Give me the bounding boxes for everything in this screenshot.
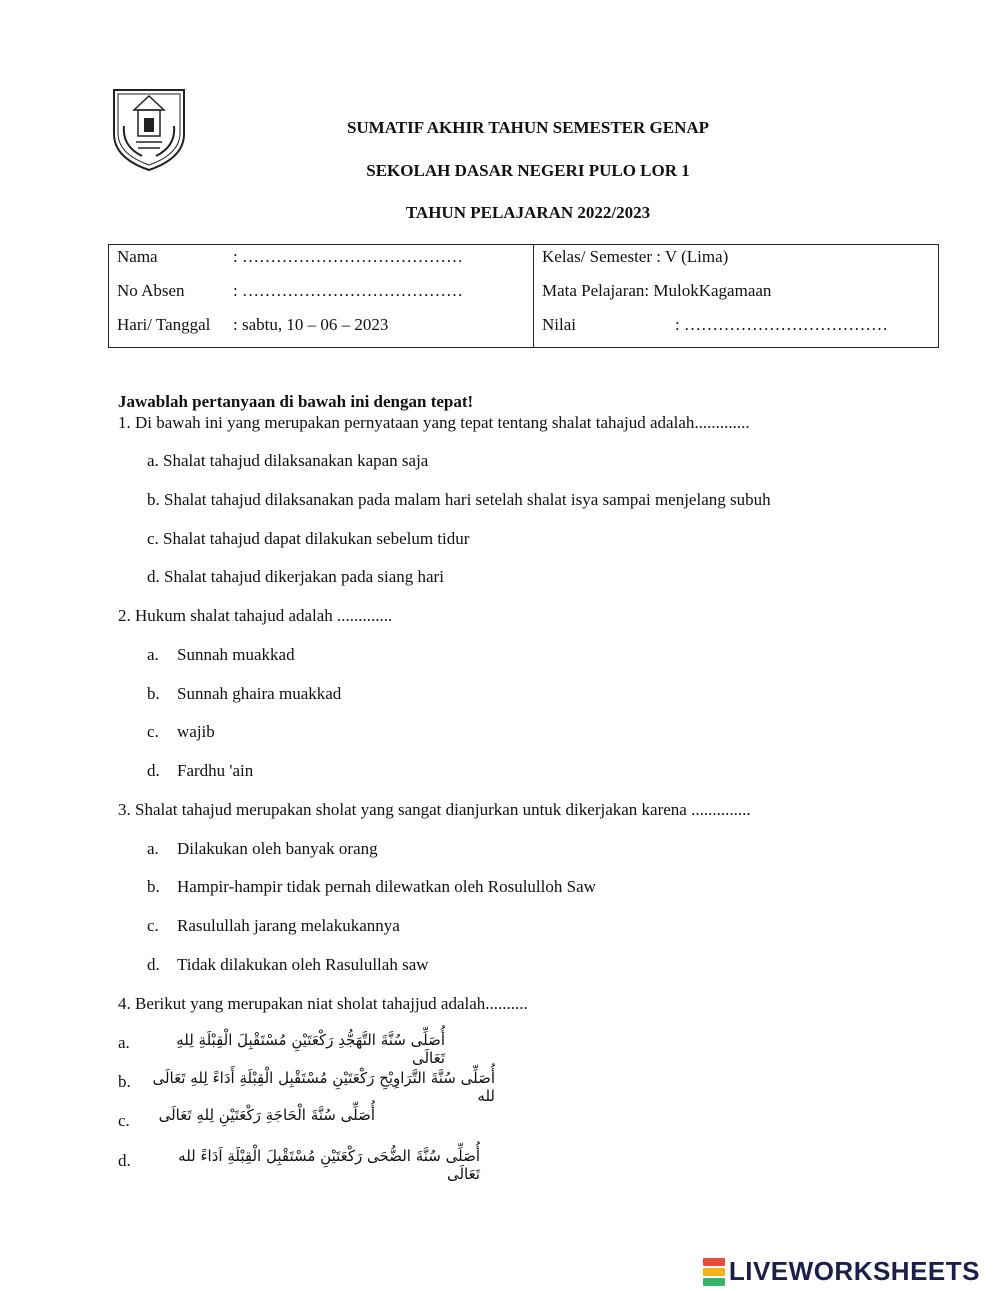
option-letter: a. (147, 839, 159, 858)
option-letter: b. (147, 877, 160, 896)
absen-label: No Absen (117, 281, 185, 300)
q2-option-b[interactable] (147, 684, 341, 704)
q2-option-d[interactable] (147, 761, 253, 781)
option-text: Sunnah ghaira muakkad (177, 684, 342, 703)
nama-label: Nama (117, 247, 158, 266)
option-text: wajib (177, 722, 215, 741)
q4-option-c[interactable]: أُصَلِّى سُنَّةَ الْحَاجَةِ رَكْعَتَيْنِ لِلهِ تَعَالَى (158, 1106, 375, 1124)
liveworksheets-brand (703, 1256, 980, 1287)
kelas-semester: Kelas/ Semester : V (Lima) (542, 247, 729, 266)
option-text: Sunnah muakkad (177, 645, 295, 664)
q3-option-a[interactable] (147, 839, 378, 859)
q3-option-d[interactable] (147, 955, 429, 975)
liveworksheets-logo-icon (703, 1257, 725, 1287)
question-1: 1. Di bawah ini yang merupakan pernyataan yang tepat tentang shalat tahajud adalah............. (118, 413, 750, 432)
q1-option-a[interactable]: a. Shalat tahajud dilaksanakan kapan saja (147, 451, 429, 470)
student-info-table (108, 244, 939, 348)
option-text: Dilakukan oleh banyak orang (177, 839, 378, 858)
absen-field[interactable]: : ………………………………… (233, 281, 463, 300)
student-info-right (534, 245, 939, 348)
option-letter: c. (147, 916, 159, 935)
q4-option-d[interactable]: أُصَلِّى سُنَّةَ الضُّحَى رَكْعَتَيْنِ مُسْتَقْبِلَ الْقِبْلَةِ اَدَاءً لله تَعَالَى (178, 1147, 480, 1183)
q4-option-b-letter[interactable]: b. (118, 1072, 131, 1091)
school-name: SEKOLAH DASAR NEGERI PULO LOR 1 (366, 161, 690, 180)
academic-year: TAHUN PELAJARAN 2022/2023 (405, 203, 651, 222)
question-2: 2. Hukum shalat tahajud adalah ............. (118, 606, 393, 625)
question-3: 3. Shalat tahajud merupakan sholat yang sangat dianjurkan untuk dikerjakan karena .............. (118, 800, 751, 819)
nilai-label: Nilai (542, 315, 576, 334)
mata-pelajaran: Mata Pelajaran: MulokKagamaan (542, 281, 772, 300)
student-info-left (109, 245, 534, 348)
q4-option-a[interactable]: أُصَلِّى سُنَّةَ التَّهَجُّدِ رَكْعَتَيْنِ مُسْتَقْبِلَ الْقِبْلَةِ لِلهِ تَعَالَى (176, 1031, 445, 1067)
tanggal-label: Hari/ Tanggal (117, 315, 211, 334)
q3-option-b[interactable] (147, 877, 596, 897)
option-letter: b. (147, 684, 160, 703)
q2-option-c[interactable] (147, 722, 215, 742)
q4-option-d-letter[interactable]: d. (118, 1151, 131, 1170)
option-letter: d. (147, 955, 160, 974)
question-4: 4. Berikut yang merupakan niat sholat tahajjud adalah.......... (118, 994, 528, 1013)
nilai-field[interactable]: : ……………………………… (675, 315, 888, 334)
q1-option-b[interactable]: b. Shalat tahajud dilaksanakan pada malam hari setelah shalat isya sampai menjelang subuh (147, 490, 771, 509)
option-letter: c. (147, 722, 159, 741)
header-title: SUMATIF AKHIR TAHUN SEMESTER GENAP (346, 118, 710, 137)
q1-option-d[interactable]: d. Shalat tahajud dikerjakan pada siang hari (147, 567, 444, 586)
option-letter: a. (147, 645, 159, 664)
nama-field[interactable]: : ………………………………… (233, 247, 463, 266)
q3-option-c[interactable] (147, 916, 400, 936)
q4-option-a-letter[interactable]: a. (118, 1033, 130, 1052)
brand-name: LIVEWORKSHEETS (728, 1256, 980, 1286)
q2-option-a[interactable] (147, 645, 295, 665)
option-text: Hampir-hampir tidak pernah dilewatkan oleh Rosululloh Saw (177, 877, 596, 896)
q1-option-c[interactable]: c. Shalat tahajud dapat dilakukan sebelum tidur (147, 529, 470, 548)
tanggal-value: : sabtu, 10 – 06 – 2023 (233, 315, 389, 334)
option-letter: d. (147, 761, 160, 780)
q4-option-c-letter[interactable]: c. (118, 1111, 130, 1130)
instruction-heading: Jawablah pertanyaan di bawah ini dengan tepat! (118, 392, 474, 411)
q4-option-b[interactable]: أُصَلِّى سُنَّةَ التَّرَاوِيْحِ رَكْعَتَيْنِ مُسْتَقْبِل الْقِبْلَةِ أَدَاءً لِلهِ تَعَالَى لله (152, 1069, 495, 1105)
option-text: Tidak dilakukan oleh Rasulullah saw (177, 955, 429, 974)
option-text: Rasulullah jarang melakukannya (177, 916, 400, 935)
option-text: Fardhu 'ain (177, 761, 254, 780)
